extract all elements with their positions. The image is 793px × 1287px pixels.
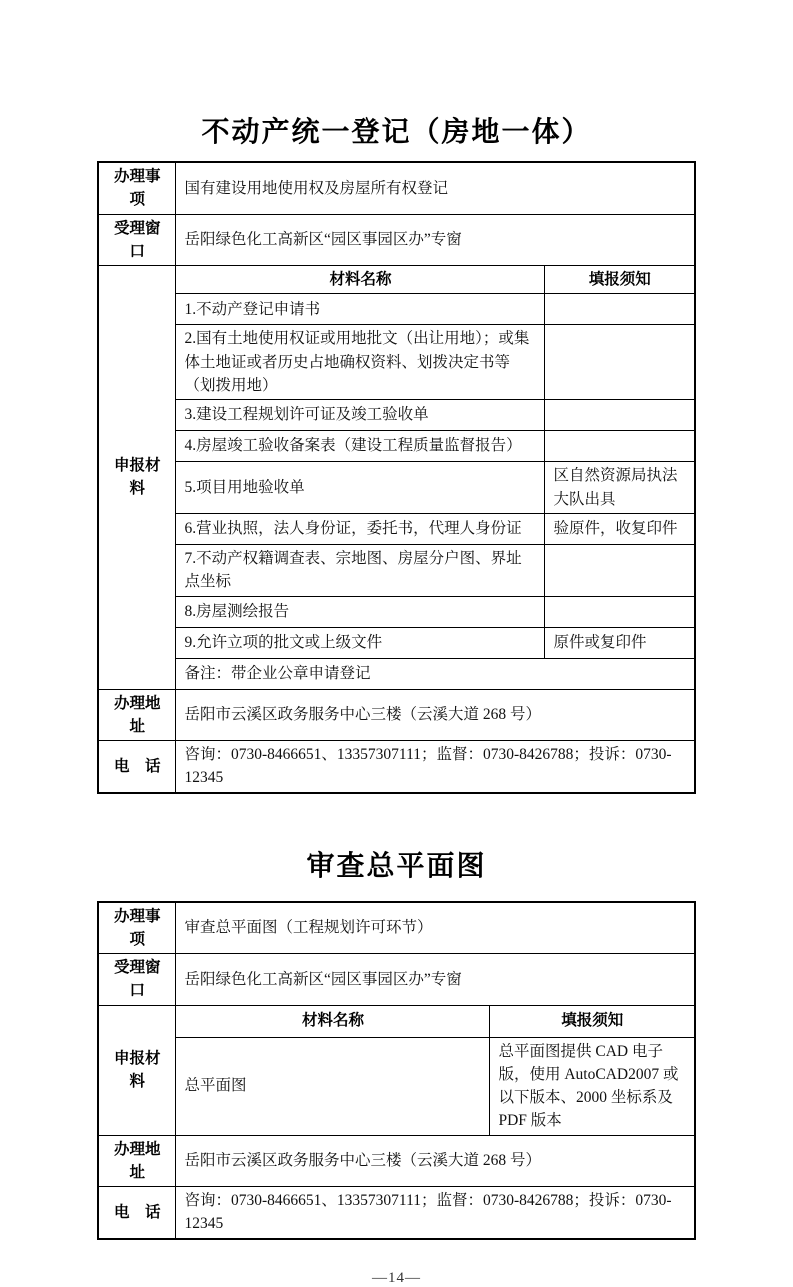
matter-label: 办理事项 bbox=[98, 902, 176, 954]
material-row bbox=[98, 294, 695, 325]
material-note-header: 填报须知 bbox=[545, 266, 695, 294]
section2-table bbox=[97, 901, 696, 1240]
material-name: 5.项目用地验收单 bbox=[176, 462, 545, 514]
section2-title: 审查总平面图 bbox=[306, 850, 487, 882]
material-row bbox=[98, 514, 695, 545]
matter-value: 国有建设用地使用权及房屋所有权登记 bbox=[176, 162, 695, 214]
table-row bbox=[98, 741, 695, 793]
material-name: 7.不动产权籍调查表、宗地图、房屋分户图、界址点坐标 bbox=[176, 545, 545, 597]
phone-value: 咨询：0730-8466651、13357307111；监督：0730-8426788；投诉：0730-12345 bbox=[176, 1187, 695, 1239]
material-row bbox=[98, 627, 695, 658]
material-name: 2.国有土地使用权证或用地批文（出让用地）；或集体土地证或者历史占地确权资料、划拨决定书等（划拨用地） bbox=[176, 325, 545, 400]
address-label: 办理地址 bbox=[98, 689, 176, 741]
window-label: 受理窗口 bbox=[98, 954, 176, 1006]
material-note: 原件或复印件 bbox=[545, 627, 695, 658]
material-row bbox=[98, 400, 695, 431]
document-page bbox=[0, 110, 793, 1286]
material-note bbox=[545, 325, 695, 400]
material-note bbox=[545, 294, 695, 325]
remark-text: 备注：带企业公章申请登记 bbox=[176, 658, 695, 689]
material-row bbox=[98, 325, 695, 400]
material-note bbox=[545, 545, 695, 597]
address-value: 岳阳市云溪区政务服务中心三楼（云溪大道 268 号） bbox=[176, 689, 695, 741]
table-row bbox=[98, 214, 695, 266]
material-name-header: 材料名称 bbox=[176, 266, 545, 294]
material-row bbox=[98, 596, 695, 627]
table-row bbox=[98, 954, 695, 1006]
material-name: 1.不动产登记申请书 bbox=[176, 294, 545, 325]
phone-label: 电 话 bbox=[98, 1187, 176, 1239]
material-row bbox=[98, 462, 695, 514]
material-row bbox=[98, 545, 695, 597]
material-name: 9.允许立项的批文或上级文件 bbox=[176, 627, 545, 658]
material-name-header: 材料名称 bbox=[176, 1005, 490, 1037]
material-note: 区自然资源局执法大队出具 bbox=[545, 462, 695, 514]
table-row bbox=[98, 1005, 695, 1037]
table-row bbox=[98, 689, 695, 741]
material-note: 验原件，收复印件 bbox=[545, 514, 695, 545]
page-number: —14— bbox=[372, 1269, 421, 1286]
materials-label: 申报材料 bbox=[98, 1005, 176, 1135]
phone-value: 咨询：0730-8466651、13357307111；监督：0730-8426788；投诉：0730-12345 bbox=[176, 741, 695, 793]
matter-label: 办理事项 bbox=[98, 162, 176, 214]
material-name: 8.房屋测绘报告 bbox=[176, 596, 545, 627]
window-value: 岳阳绿色化工高新区“园区事园区办”专窗 bbox=[176, 214, 695, 266]
material-name: 6.营业执照，法人身份证，委托书，代理人身份证 bbox=[176, 514, 545, 545]
table-row bbox=[98, 902, 695, 954]
window-label: 受理窗口 bbox=[98, 214, 176, 266]
table-row bbox=[98, 162, 695, 214]
section1-table bbox=[97, 161, 696, 794]
material-name: 3.建设工程规划许可证及竣工验收单 bbox=[176, 400, 545, 431]
table-row bbox=[98, 266, 695, 294]
phone-label: 电 话 bbox=[98, 741, 176, 793]
material-note: 总平面图提供 CAD 电子版，使用 AutoCAD2007 或以下版本、2000 坐标系及 PDF 版本 bbox=[490, 1037, 695, 1135]
material-note-header: 填报须知 bbox=[490, 1005, 695, 1037]
material-row bbox=[98, 1037, 695, 1135]
material-note bbox=[545, 596, 695, 627]
materials-label: 申报材料 bbox=[98, 266, 176, 690]
section1-title: 不动产统一登记（房地一体） bbox=[201, 117, 592, 148]
address-label: 办理地址 bbox=[98, 1135, 176, 1187]
material-name: 4.房屋竣工验收备案表（建设工程质量监督报告） bbox=[176, 431, 545, 462]
table-row bbox=[98, 1135, 695, 1187]
matter-value: 审查总平面图（工程规划许可环节） bbox=[176, 902, 695, 954]
table-row bbox=[98, 1187, 695, 1239]
address-value: 岳阳市云溪区政务服务中心三楼（云溪大道 268 号） bbox=[176, 1135, 695, 1187]
material-note bbox=[545, 400, 695, 431]
window-value: 岳阳绿色化工高新区“园区事园区办”专窗 bbox=[176, 954, 695, 1006]
material-row bbox=[98, 431, 695, 462]
remark-row bbox=[98, 658, 695, 689]
material-name: 总平面图 bbox=[176, 1037, 490, 1135]
material-note bbox=[545, 431, 695, 462]
